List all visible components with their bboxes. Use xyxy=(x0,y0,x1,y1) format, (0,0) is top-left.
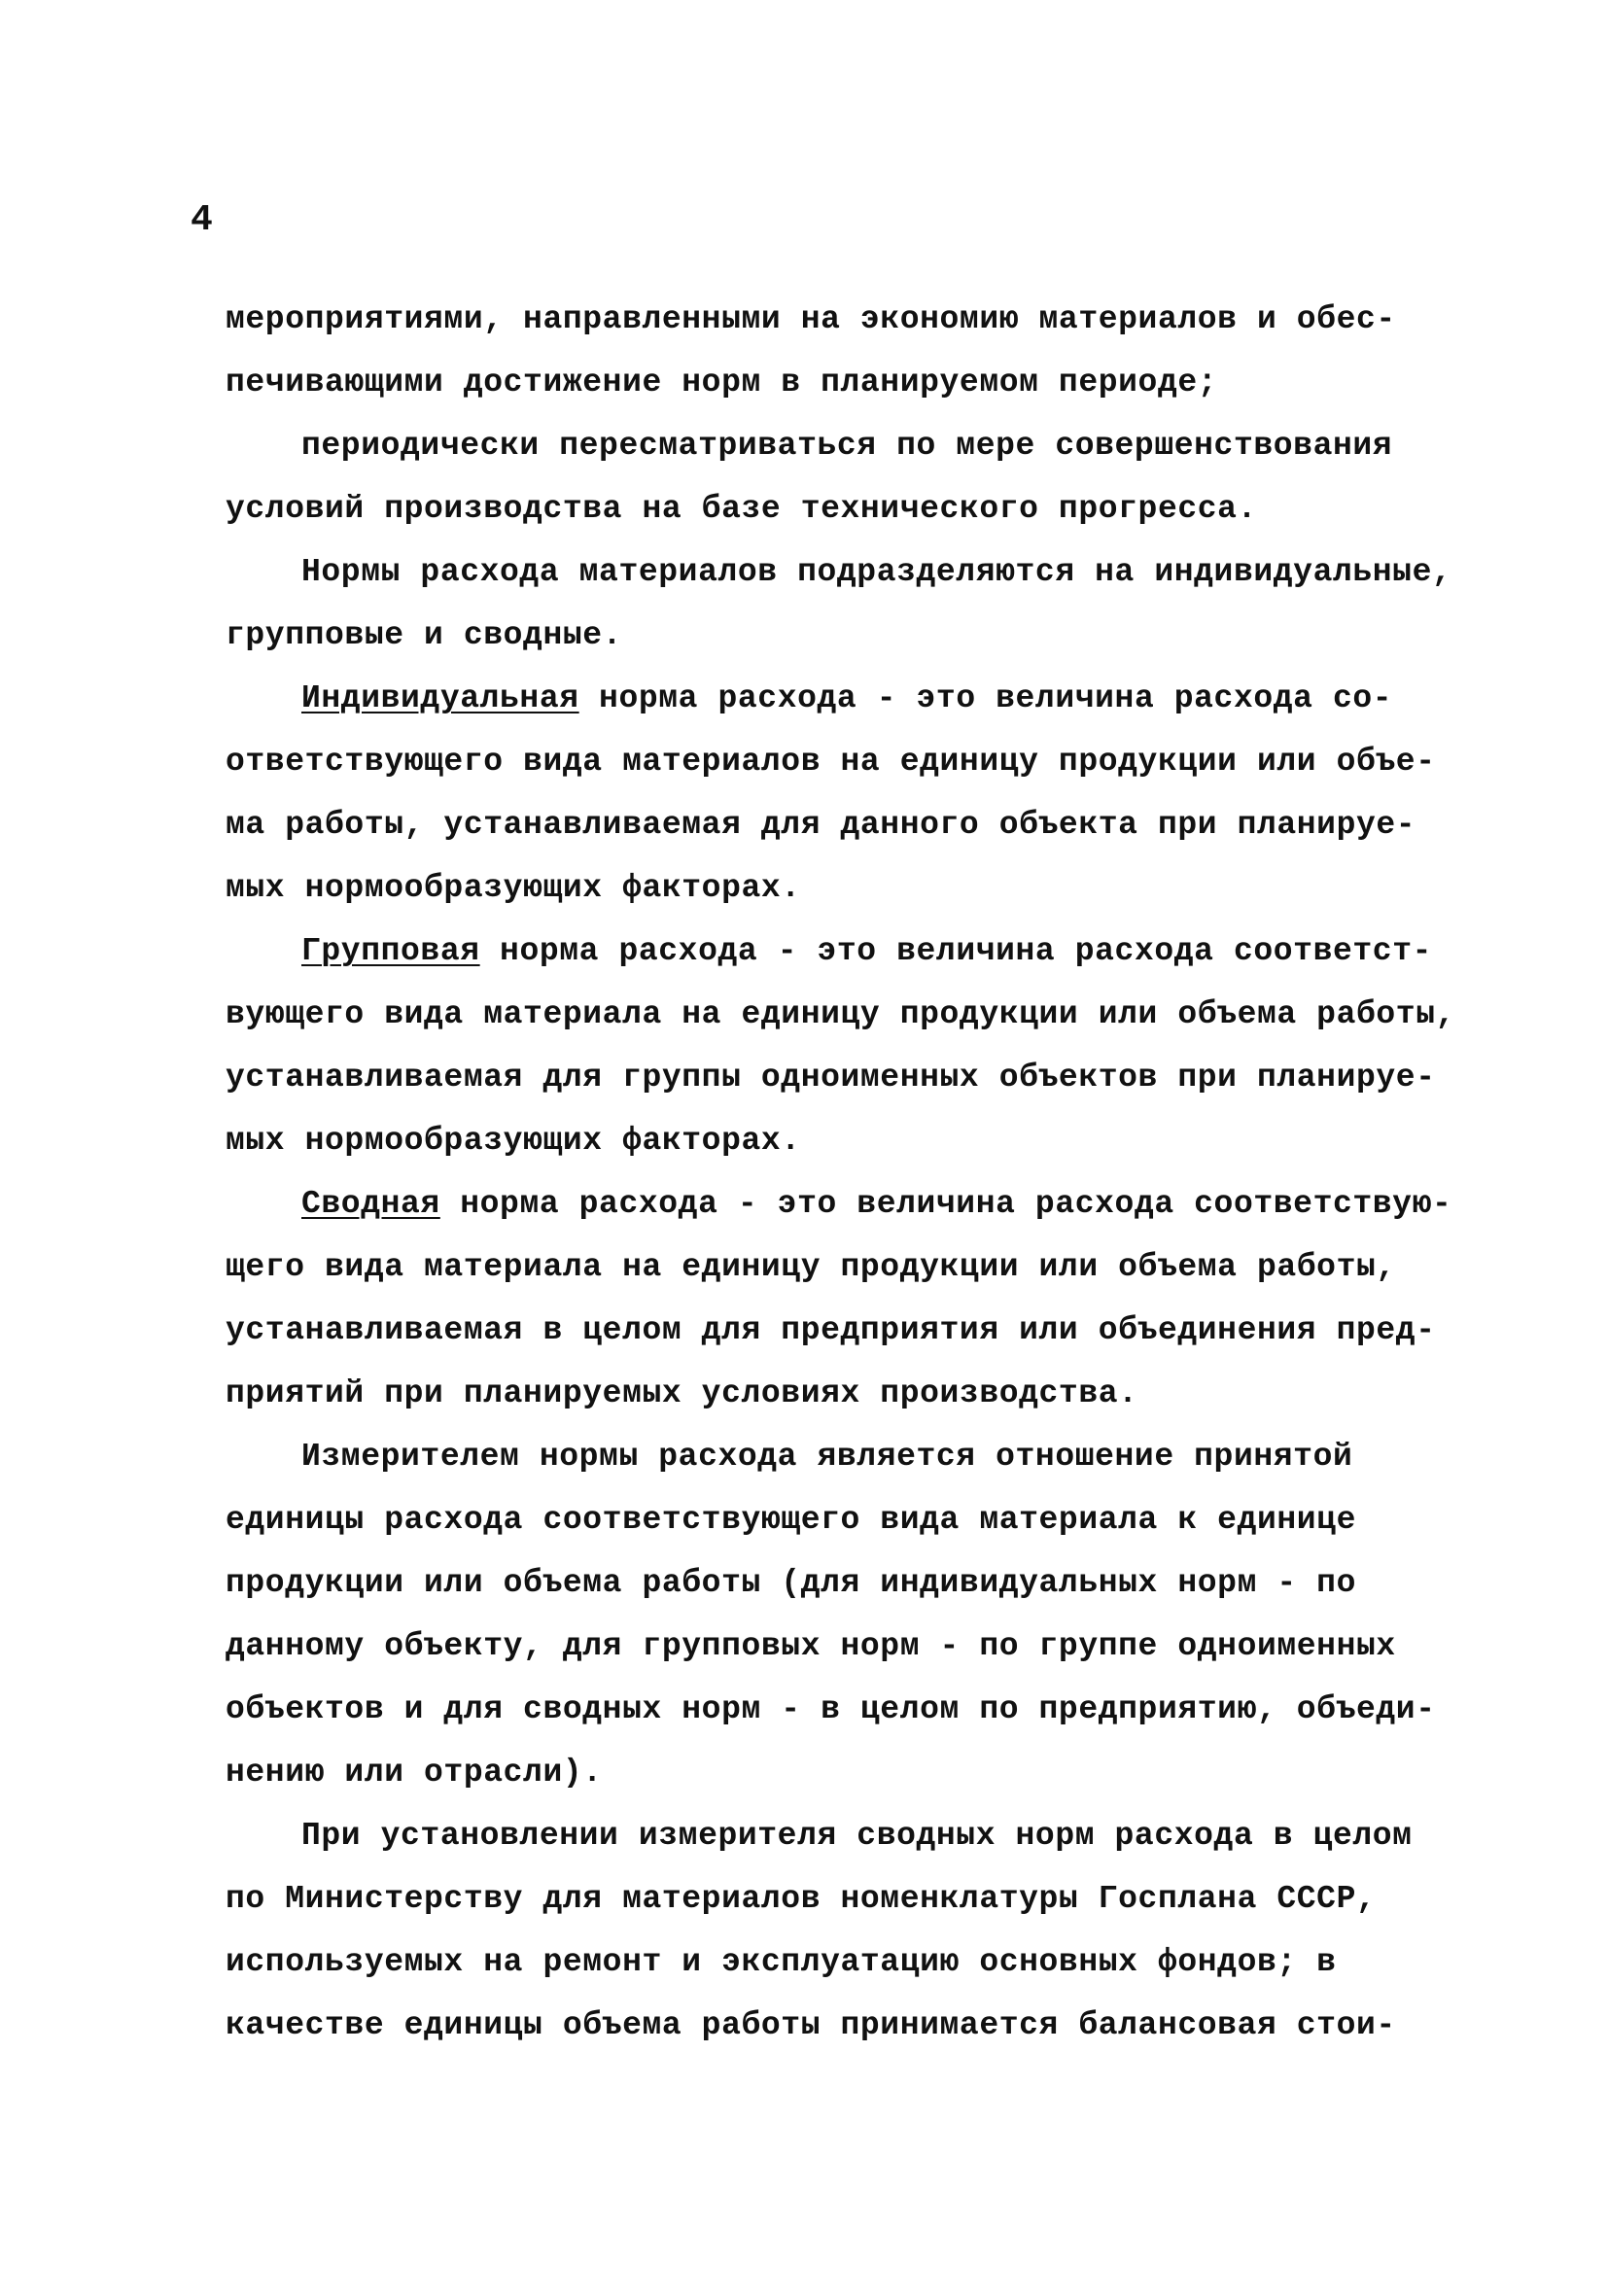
term-summary: Сводная xyxy=(301,1186,440,1222)
text-line: Измерителем нормы расхода является отношение принятой xyxy=(301,1439,1353,1475)
text-line: ответствующего вида материалов на единицу продукции или объе- xyxy=(226,744,1436,780)
text-fragment: норма расхода - это величина расхода соответствую- xyxy=(439,1186,1452,1222)
text-line: устанавливаемая в целом для предприятия или объединения пред- xyxy=(226,1312,1436,1348)
text-line: групповые и сводные. xyxy=(226,617,623,653)
text-line: щего вида материала на единицу продукции или объема работы, xyxy=(226,1249,1396,1285)
text-line: мых нормообразующих факторах. xyxy=(226,870,801,906)
text-line: мых нормообразующих факторах. xyxy=(226,1123,801,1159)
text-line: При установлении измерителя сводных норм расхода в целом xyxy=(301,1818,1413,1854)
text-line: нению или отрасли). xyxy=(226,1755,603,1791)
text-line: ма работы, устанавливаемая для данного объекта при планируе- xyxy=(226,807,1416,843)
text-line: печивающими достижение норм в планируемом периоде; xyxy=(226,365,1218,400)
text-line xyxy=(226,1172,1452,1235)
text-line: используемых на ремонт и эксплуатацию основных фондов; в xyxy=(226,1944,1337,1980)
text-line: данному объекту, для групповых норм - по группе одноименных xyxy=(226,1628,1396,1664)
text-line: устанавливаемая для группы одноименных объектов при планируе- xyxy=(226,1060,1436,1096)
text-fragment: норма расхода - это величина расхода со- xyxy=(578,680,1393,716)
text-line: вующего вида материала на единицу продукции или объема работы, xyxy=(226,996,1455,1032)
text-line: качестве единицы объема работы принимается балансовая стои- xyxy=(226,2007,1396,2043)
text-line xyxy=(226,920,1431,983)
page-number: 4 xyxy=(191,199,213,241)
text-line: мероприятиями, направленными на экономию материалов и обес- xyxy=(226,301,1396,337)
text-line xyxy=(226,667,1431,730)
term-individual: Индивидуальная xyxy=(301,680,579,716)
text-line: периодически пересматриваться по мере совершенствования xyxy=(301,428,1393,464)
term-group: Групповая xyxy=(301,933,480,969)
text-line: по Министерству для материалов номенклатуры Госплана СССР, xyxy=(226,1881,1377,1917)
text-line: объектов и для сводных норм - в целом по предприятию, объеди- xyxy=(226,1691,1436,1727)
text-line: единицы расхода соответствующего вида материала к единице xyxy=(226,1502,1356,1538)
document-body xyxy=(226,288,1455,2057)
text-line: приятий при планируемых условиях производства. xyxy=(226,1375,1138,1411)
text-line: Нормы расхода материалов подразделяются на индивидуальные, xyxy=(301,554,1452,590)
text-fragment: норма расхода - это величина расхода соответст- xyxy=(479,933,1432,969)
text-line: условий производства на базе технического прогресса. xyxy=(226,491,1257,527)
text-line: продукции или объема работы (для индивидуальных норм - по xyxy=(226,1565,1356,1601)
